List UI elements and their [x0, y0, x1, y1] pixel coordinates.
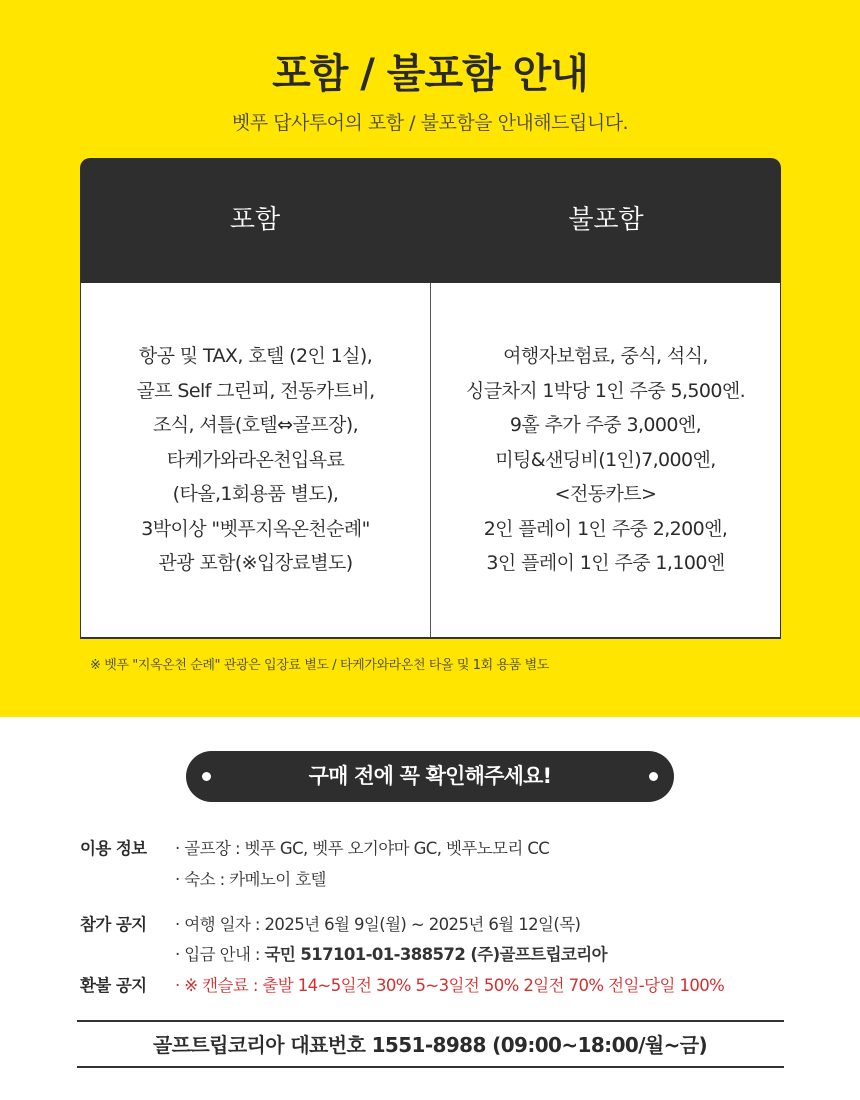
included-item: 관광 포함(※입장료별도)	[158, 552, 353, 575]
deposit-account: 국민 517101-01-388572 (주)골프트립코리아	[264, 945, 607, 964]
included-item: 항공 및 TAX, 호텔 (2인 1실),	[138, 345, 373, 368]
join-dates-text: · 여행 일자 : 2025년 6월 9일(월) ~ 2025년 6월 12일(목)	[175, 915, 581, 934]
usage-hotel-text: · 숙소 : 카메노이 호텔	[175, 870, 326, 889]
page-title: 포함 / 불포함 안내	[272, 51, 588, 97]
deposit-prefix: · 입금 안내 :	[175, 945, 265, 964]
excluded-item: 싱글차지 1박당 1인 주중 5,500엔.	[465, 379, 746, 402]
bullet-dot-icon	[202, 772, 211, 781]
refund-text: · ※ 캔슬료 : 출발 14~5일전 30% 5~3일전 50% 2일전 70% 전일-당일 100%	[175, 976, 725, 995]
table-header	[80, 158, 781, 283]
excluded-item: 9홀 추가 주중 3,000엔,	[509, 414, 702, 437]
included-item: 3박이상 "벳푸지옥온천순례"	[141, 517, 370, 540]
excluded-item: 3인 플레이 1인 주중 1,100엔	[486, 552, 725, 575]
join-label: 참가 공지	[80, 915, 147, 934]
included-item: 타케가와라온천입욕료	[166, 448, 345, 471]
excluded-item: 미팅&샌딩비(1인)7,000엔,	[495, 448, 716, 471]
deposit-text	[175, 941, 607, 965]
included-list	[136, 339, 374, 581]
excluded-item: <전동카트>	[554, 483, 657, 506]
excluded-header: 불포함	[568, 205, 644, 235]
included-cell	[80, 283, 430, 637]
table-footnote: ※ 벳푸 "지옥온천 순례" 관광은 입장료 별도 / 타케가와라온천 타올 및 1회 용품 별도	[90, 658, 549, 673]
page-subtitle: 벳푸 답사투어의 포함 / 불포함을 안내해드립니다.	[231, 112, 629, 134]
excluded-item: 2인 플레이 1인 주중 2,200엔,	[483, 517, 728, 540]
divider-top	[77, 1020, 784, 1022]
notice-banner	[186, 751, 674, 802]
included-item: 골프 Self 그린피, 전동카트비,	[136, 379, 375, 402]
included-header: 포함	[229, 205, 281, 235]
notice-banner-text: 구매 전에 꼭 확인해주세요!	[308, 764, 552, 788]
bullet-dot-icon	[649, 772, 658, 781]
excluded-cell	[430, 283, 781, 637]
contact-footer: 골프트립코리아 대표번호 1551-8988 (09:00~18:00/월~금)	[152, 1033, 708, 1057]
usage-label: 이용 정보	[80, 839, 147, 858]
usage-golf-text: · 골프장 : 벳푸 GC, 벳푸 오기야마 GC, 벳푸노모리 CC	[175, 839, 550, 858]
excluded-item: 여행자보험료, 중식, 석식,	[503, 345, 708, 368]
included-item: 조식, 셔틀(호텔⇔골프장),	[152, 414, 359, 437]
inclusion-table	[80, 158, 781, 639]
excluded-list	[466, 339, 745, 581]
included-item: (타올,1회용품 별도),	[172, 483, 339, 506]
divider-bottom	[77, 1066, 784, 1068]
refund-label: 환불 공지	[80, 976, 147, 995]
